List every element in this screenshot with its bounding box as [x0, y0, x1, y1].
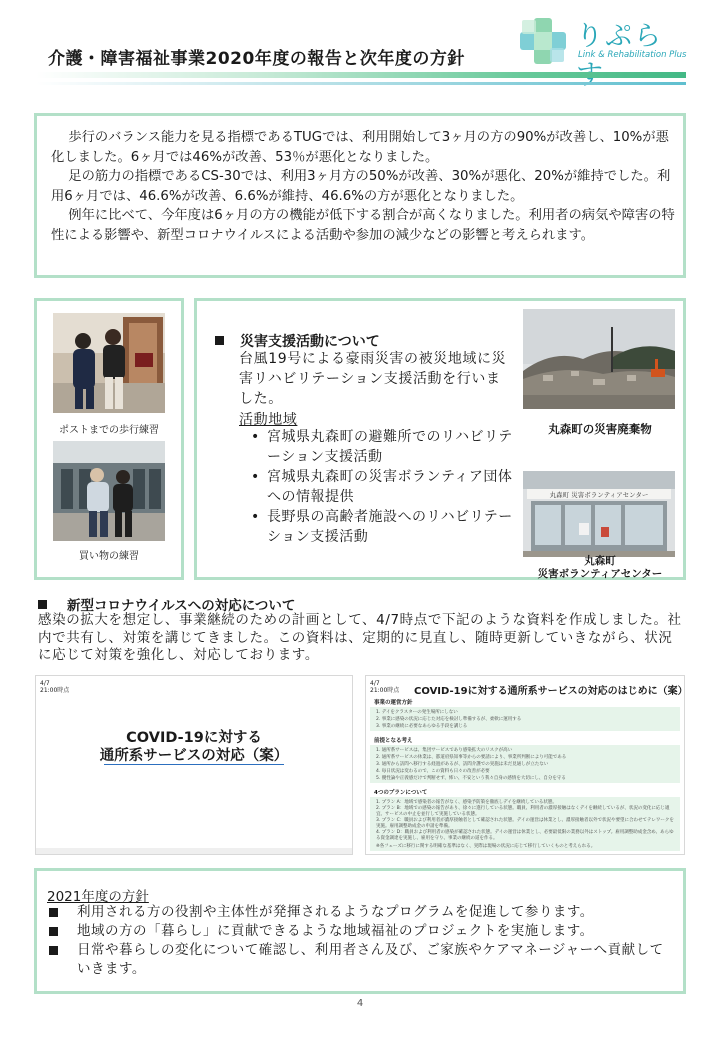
walking-practice-photo [53, 313, 165, 413]
rehab-photos-box [34, 298, 184, 580]
list-item: • 長野県の高齢者施設へのリハビリテーション支援活動 [235, 507, 515, 547]
volunteer-center-caption-town: 丸森町 [584, 555, 616, 567]
plan-2021-box [34, 868, 686, 994]
intro-paragraph-cs30: 足の筋力の指標であるCS-30では、利用3ヶ月方の50%が改善、30%が悪化、20%が維持でした。利用6ヶ月では、46.6%が改善、6.6%が維持、46.6%の方が悪化となりました。 [51, 169, 671, 204]
header-divider [36, 72, 686, 78]
slide-line: 1. プラン A：地域で感染者の報告がなく、感染予防策を徹底しデイを継続している状態。 [376, 800, 557, 805]
covid-body: 感染の拡大を想定し、事業継続のための計画として、4/7時点で下記のような資料を作成しました。社内で共有し、対策を講じてきました。この資料は、定期的に見直し、随時更新していきながら、状況に応じて対策を強化し、対応しております。 [38, 612, 682, 663]
volunteer-center-caption: 災害ボランティアセンター [537, 568, 663, 580]
slide-line: 2. 通所系サービスの休業は、都道府県知事等からの要請により、事業所判断により可能である [376, 755, 567, 760]
shopping-practice-caption: 買い物の練習 [79, 551, 139, 562]
slide-title-line2: 通所系サービスの対応（案） [99, 748, 289, 764]
disaster-waste-photo [523, 309, 675, 409]
intro-paragraph-tug: 歩行のバランス能力を見る指標であるTUGでは、利用開始して3ヶ月の方の90%が改善し、10%が悪化しました。6ヶ月では46%が改善、53％が悪化となりました。 [51, 130, 669, 165]
slide-section-heading: 前提となる考え [374, 738, 413, 744]
activity-area-list [235, 427, 515, 547]
disaster-support-box [194, 298, 686, 580]
slide-line: 3. プラン C：職員および利用者が濃厚接触者として確認された状態。デイの運営は休業とし、濃厚接触者以外で状況や要望に合わせてテレワークを実施。雇用調整助成金の申請を準備。 [376, 818, 674, 829]
slide-line: 1. デイをクラスターの発生場所にしない [376, 710, 458, 715]
disaster-waste-caption: 丸森町の災害廃棄物 [548, 422, 652, 436]
volunteer-center-photo [523, 471, 675, 557]
covid-heading [38, 594, 295, 614]
logo-text: りぷら [576, 21, 663, 52]
list-item: • 宮城県丸森町の災害ボランティア団体への情報提供 [235, 467, 515, 507]
shopping-practice-photo [53, 441, 165, 541]
slide-section-block [370, 707, 680, 731]
slide-date-time: 21:00時点 [40, 687, 70, 694]
slide-line: 5. 優性論や正義感だけで判断せず、怖い、不安という我々自身の感情を大切にし、自分を守る [376, 776, 566, 781]
slide-line: ※各フェーズに移行に関する明確な基準はなく、実際は現場の状況に応じて移行していくものと考えられる。 [376, 844, 596, 849]
header-divider-secondary [36, 82, 686, 85]
volunteer-center-sign: 丸森町 災害ボランティアセンター [549, 491, 649, 499]
slide-line: 3. 通所から訪問へ移行する経過があるが、訪問介護での実施は未だ見通しが立たない [376, 762, 549, 767]
slide-line: 2. プラン B：地域での感染の報告があり、徐々に進行している状態。職員、利用者の濃厚接触はなくデイを継続しているが、状況の変化に応じ適宜、サービスの中止を並行して実施している状態。 [376, 806, 670, 817]
slide-line: 2. 事業に感染の状況に応じた対応を検討し準備するが、柔軟に運用する [376, 717, 522, 722]
slide-title-line1: COVID-19に対する [126, 730, 262, 746]
disaster-heading [215, 331, 380, 351]
list-item: 地域の方の「暮らし」に貢献できるような地域福祉のプロジェクトを実施します。 [47, 922, 677, 941]
logo-subtitle: Link & Rehabilitation Plus [578, 50, 687, 60]
covid-slide-overview [366, 676, 688, 854]
intro-box [34, 113, 686, 278]
page-title: 介護・障害福祉事業2020年度の報告と次年度の方針 [48, 49, 465, 69]
slide-line: 3. 事業の継続に必要なあらゆる手段を講じる [376, 724, 468, 729]
slide-section-block [370, 745, 680, 783]
logo [518, 12, 688, 70]
activity-area-label: 活動地域 [239, 412, 298, 428]
intro-text [51, 128, 675, 245]
covid-heading-text: 新型コロナウイルスへの対応について [67, 598, 296, 614]
slide-line: 4. プラン D：職員および利用者の感染が確認された状態。デイの運営は休業とし、必要最低限の業務以外はストップ。雇用調整助成金含め、あらゆる資金調達を実施し、雇用を守り、事業の継続の道を作る。 [376, 830, 674, 841]
slide-date [370, 680, 399, 694]
square-bullet-icon [215, 336, 224, 345]
disaster-heading-text: 災害支援活動について [240, 334, 380, 350]
disaster-body: 台風19号による豪雨災害の被災地域に災害リハビリテーション支援活動を行いました。 [239, 351, 507, 407]
covid-slide-cover [36, 676, 352, 854]
plan-title: 2021年度の方針 [47, 889, 149, 905]
slide-section-heading: 事業の運営方針 [374, 700, 413, 706]
slide-line: 4. 毎日状況は変わるので、この資料も日々の改善が必要 [376, 769, 490, 774]
square-bullet-icon [38, 600, 47, 609]
walking-practice-caption: ポストまでの歩行練習 [59, 425, 159, 436]
list-item: • 宮城県丸森町の避難所でのリハビリテーション支援活動 [235, 427, 515, 467]
slide-section-block [370, 797, 680, 851]
slide-line: 1. 通所系サービスは、集団サービスであり感染拡大のリスクが高い [376, 748, 513, 753]
slide-section-heading: 4つのプランについて [374, 790, 428, 796]
slide-date [40, 680, 69, 694]
slide-title-underline [104, 764, 284, 765]
plan-list [47, 903, 677, 979]
intro-paragraph-summary: 例年に比べて、今年度は6ヶ月の方の機能が低下する割合が高くなりました。利用者の病気や障害の特性による影響や、新型コロナウイルスによる活動や参加の減少などの影響と考えられます。 [51, 208, 675, 243]
page-number: 4 [356, 998, 364, 1009]
list-item: 日常や暮らしの変化について確認し、利用者さん及び、ご家族やケアマネージャーへ貢献していきます。 [47, 941, 677, 979]
logo-mark-icon [518, 16, 568, 66]
slide-date-time: 21:00時点 [370, 687, 400, 694]
slide-title: COVID-19に対する通所系サービスの対応のはじめに（案） [414, 686, 688, 697]
slide-date-day: 4/7 [40, 680, 50, 687]
slide-date-day: 4/7 [370, 680, 380, 687]
list-item: 利用される方の役割や主体性が発揮されるようなプログラムを促進して参ります。 [47, 903, 677, 922]
